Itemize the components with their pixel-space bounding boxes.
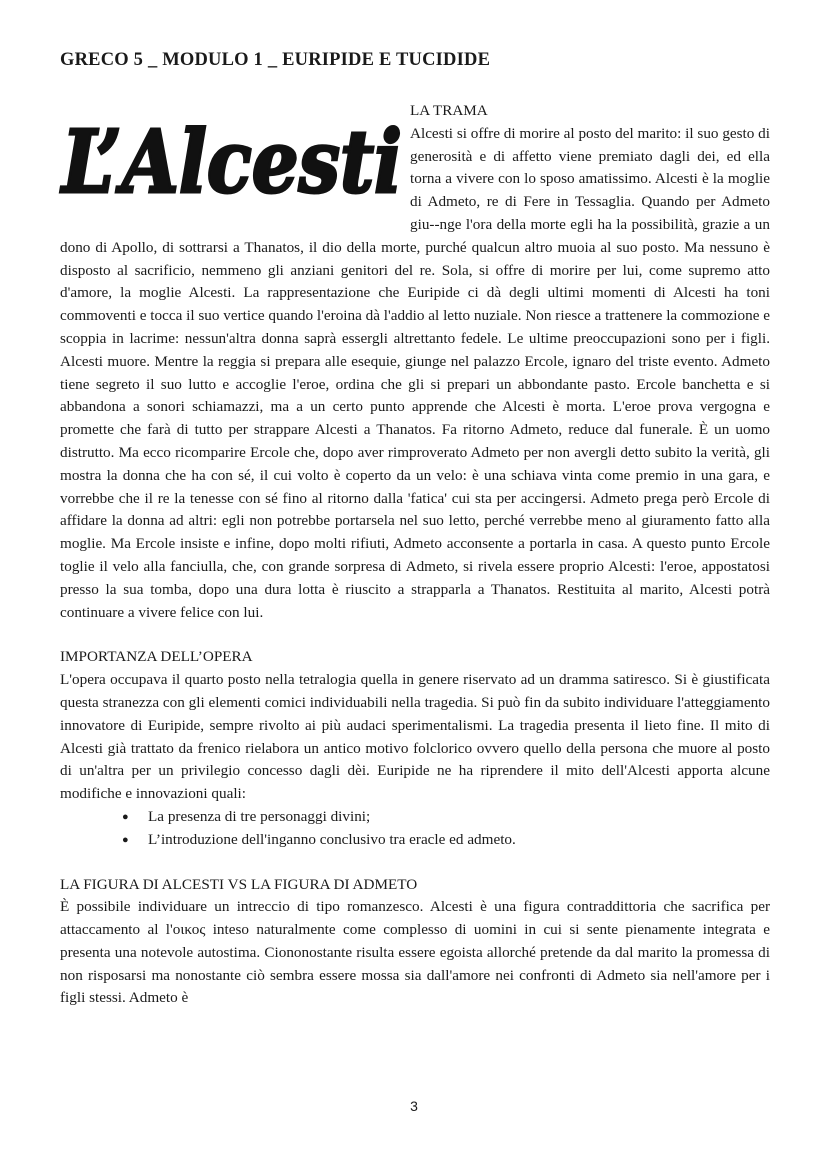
section-heading-importanza: IMPORTANZA DELL’OPERA bbox=[60, 648, 253, 666]
section-heading-trama: LA TRAMA bbox=[410, 102, 488, 119]
bullet-list bbox=[60, 806, 770, 852]
section-body-importanza: L'opera occupava il quarto posto nella tetralogia quella in genere riservato ad un dramma satiresco. Si è giustificata questa stranezza con gli elementi comici individuabili nella tragedia. Si può fin da subito individuare l'atteggiamento innovatore di Euripide, sempre rivolto ai più audaci sperimentalismi. La tragedia presenta il lieto fine. Il mito di Alcesti già trattato da frenico rielabora un antico motivo folclorico ovvero quello della persona che muore al posto di un'altra per un privilegio concesso dagli dèi. Euripide ne ha riprendere il mito dell'Alcesti apporta alcune modifiche e innovazioni quali: bbox=[60, 671, 770, 803]
list-item: ● La presenza di tre personaggi divini; bbox=[122, 806, 770, 829]
page-number: 3 bbox=[410, 1098, 418, 1114]
page-title: GRECO 5 _ MODULO 1 _ EURIPIDE E TUCIDIDE bbox=[60, 50, 491, 70]
title-lettering-text: L’Alcesti bbox=[59, 112, 402, 213]
section-importanza bbox=[60, 646, 770, 851]
list-item: ● L’introduzione dell'inganno conclusivo tra eracle ed admeto. bbox=[122, 829, 770, 852]
section-body-trama: Alcesti si offre di morire al posto del marito: il suo gesto di generosità e di affetto viene premiato dagli dei, ed ella torna a vivere con lo sposo amatissimo. Alcesti è la moglie di Admeto, re di Fere in Tessaglia. Quando per Admeto giu--nge l'ora della morte egli ha la possibilità, grazie a un dono di Apollo, di sottrarsi a Thanatos, il dio della morte, purché qualcun altro muoia al suo posto. Ma nessuno è disposto al sacrificio, nemmeno gli anziani genitori del re. Sola, si offre di morire per lui, come supremo atto d'amore, la moglie Alcesti. La rappresentazione che Euripide ci dà degli ultimi momenti di Alcesti ha toni commoventi e tocca il suo vertice quando l'eroina dà l'addio al letto nuziale. Non riesce a trattenere la commozione e scoppia in lacrime: nessun'altra donna saprà essergli altrettanto fedele. Le ultime preoccupazioni sono per i figli. Alcesti muore. Mentre la reggia si prepara alle esequie, giunge nel palazzo Ercole, ignaro del triste evento. Admeto tiene segreto il suo lutto e accoglie l'eroe, ordina che gli si prepari un abbondante pasto. Ercole banchetta e si abbandona a sonori schiamazzi, ma a un certo punto apprende che Alcesti è morta. L'eroe prova vergogna e promette che farà di tutto per strappare Alcesti a Thanatos. Fa ritorno Admeto, reduce dal funerale. È un uomo distrutto. Ma ecco ricomparire Ercole che, dopo aver rimproverato Admeto per non avergli detto subito la verità, gli mostra la donna che ha con sé, il cui volto è coperto da un velo: è una schiava vinta come premio in una gara, e vorrebbe che il re la tenesse con sé fino al ritorno dalla 'fatica' cui sta per accingersi. Admeto prega però Ercole di affidare la donna ad altri: egli non potrebbe portarsela nel suo letto, perché verrebbe meno al giuramento fatto alla moglie. Ma Ercole insiste e infine, dopo molti rifiuti, Admeto acconsente a portarla in casa. A questo punto Ercole toglie il velo alla fanciulla, che, con grande sorpresa di Admeto, si rivela essere proprio Alcesti: l'eroe, appostatosi presso la sua tomba, dopo una dura lotta è riuscito a strapparla a Thanatos. Restituita al marito, Alcesti potrà continuare a vivere felice con lui. bbox=[60, 124, 770, 621]
title-art-logo bbox=[60, 106, 406, 216]
section-figura bbox=[60, 874, 770, 1011]
section-heading-figura: LA FIGURA DI ALCESTI VS LA FIGURA DI ADMETO bbox=[60, 875, 418, 893]
section-body-figura: È possibile individuare un intreccio di tipo romanzesco. Alcesti è una figura contraddittoria che sacrifica per attaccamento al l'οικος inteso naturalmente come complesso di uomini in cui si sente pienamente integrata e presenta una notevole autostima. Ciononostante risulta essere egoista allorché pretende da dal marito la promessa di non risposarsi ma nonostante ciò sembra essere mossa sia dall'amore nei confronti di Admeto sia nell'amore per i figli stessi. Admeto è bbox=[60, 898, 770, 1007]
document-body bbox=[60, 100, 770, 1010]
alcesti-title-lettering bbox=[60, 106, 406, 216]
